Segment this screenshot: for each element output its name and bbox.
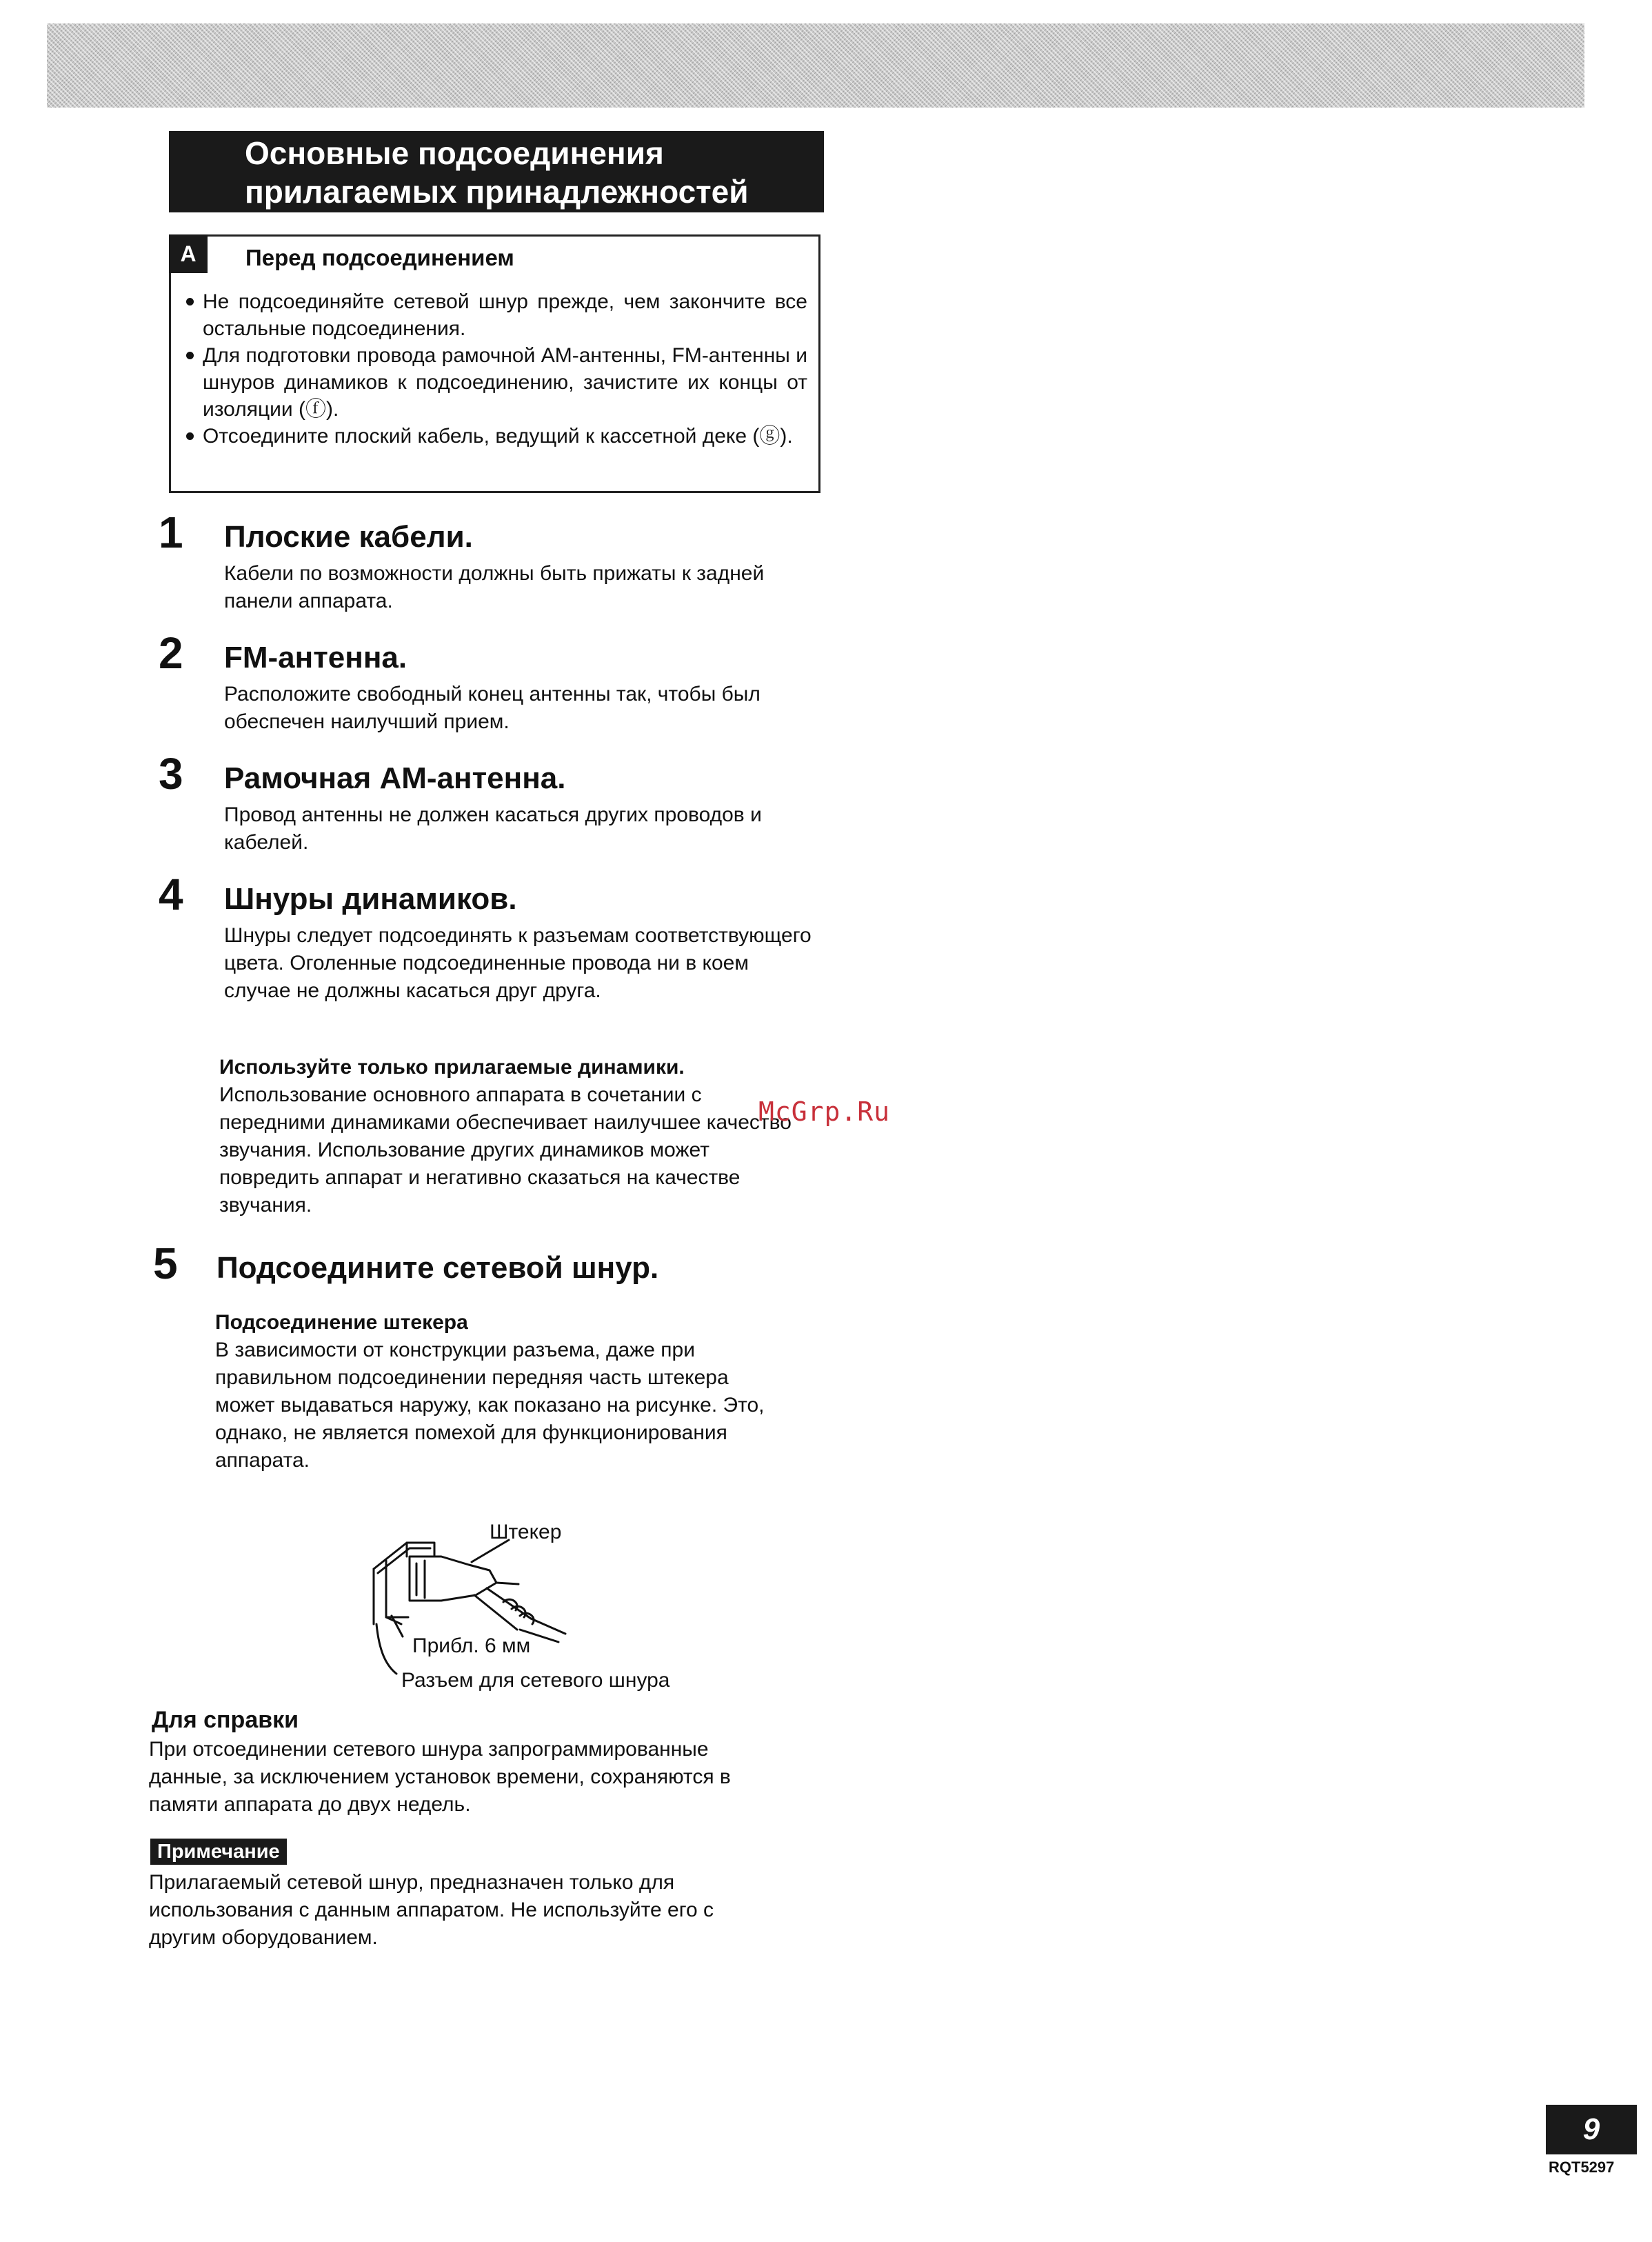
plug-label: Штекер xyxy=(490,1521,562,1543)
header-pattern-band xyxy=(47,23,1584,108)
reference-text: При отсоединении сетевого шнура запрограммированные данные, за исключением установок времени, сохраняются в памяти аппарата до двух недель. xyxy=(149,1738,731,1816)
step-title: Подсоедините сетевой шнур. xyxy=(216,1251,659,1285)
step-title: FM-антенна. xyxy=(224,641,407,674)
section-a-badge: A xyxy=(169,234,208,273)
step-body: Провод антенны не должен касаться других проводов и кабелей. xyxy=(224,803,762,854)
plug-section-text: В зависимости от конструкции разъема, даже при правильном подсоединении передняя часть штекера может выдаваться наружу, как показано на рисунке. Это, однако, не является помехой для функционирования аппарата. xyxy=(215,1339,765,1472)
note-text: Прилагаемый сетевой шнур, предназначен только для использования с данным аппаратом. Не используйте его с другим оборудованием. xyxy=(149,1871,714,1949)
step-number: 3 xyxy=(159,749,183,799)
speakers-note-heading: Используйте только прилагаемые динамики. xyxy=(219,1056,685,1079)
speakers-note xyxy=(219,1054,792,1219)
before-connection-list xyxy=(183,288,807,450)
plug-section xyxy=(215,1309,780,1474)
step-number: 4 xyxy=(159,870,183,919)
section-title-line2: прилагаемых принадлежностей xyxy=(245,174,749,210)
step-body: Расположите свободный конец антенны так, чтобы был обеспечен наилучший прием. xyxy=(224,683,760,733)
step-number: 5 xyxy=(153,1239,178,1288)
page-number: 9 xyxy=(1546,2105,1637,2154)
list-item: Не подсоединяйте сетевой шнур прежде, чем закончите все остальные подсоединения. xyxy=(183,288,807,342)
reference-heading: Для справки xyxy=(152,1707,299,1733)
step-number: 2 xyxy=(159,628,183,678)
step-body: Шнуры следует подсоединять к разъемам соответствующего цвета. Оголенные подсоединенные провода ни в коем случае не должны касаться друг друга. xyxy=(224,924,812,1002)
list-item: Отсоедините плоский кабель, ведущий к кассетной деке (ⓖ). xyxy=(183,423,807,450)
list-item: Для подготовки провода рамочной AM-антенны, FM-антенны и шнуров динамиков к подсоединению, зачистите их концы от изоляции (ⓕ). xyxy=(183,342,807,423)
plug-section-heading: Подсоединение штекера xyxy=(215,1311,468,1334)
plug-diagram xyxy=(359,1514,717,1693)
speakers-note-text: Использование основного аппарата в сочетании с передними динамиками обеспечивает наилучшее качество звучания. Использование других динамиков может повредить аппарат и негативно сказаться на качестве звучания. xyxy=(219,1083,792,1217)
step-title: Плоские кабели. xyxy=(224,520,473,554)
step-number: 1 xyxy=(159,508,183,557)
watermark: McGrp.Ru xyxy=(758,1097,891,1127)
note-badge: Примечание xyxy=(150,1839,287,1865)
gap-label: Прибл. 6 мм xyxy=(412,1634,531,1657)
before-connection-box xyxy=(169,234,820,493)
step-title: Шнуры динамиков. xyxy=(224,882,517,916)
step-body: Кабели по возможности должны быть прижаты к задней панели аппарата. xyxy=(224,562,765,612)
socket-label: Разъем для сетевого шнура xyxy=(401,1669,670,1692)
document-code: RQT5297 xyxy=(1549,2159,1615,2176)
section-title xyxy=(169,131,824,212)
before-connection-title: Перед подсоединением xyxy=(245,245,514,270)
step-title: Рамочная AM-антенна. xyxy=(224,761,566,795)
section-title-line1: Основные подсоединения xyxy=(245,135,664,171)
